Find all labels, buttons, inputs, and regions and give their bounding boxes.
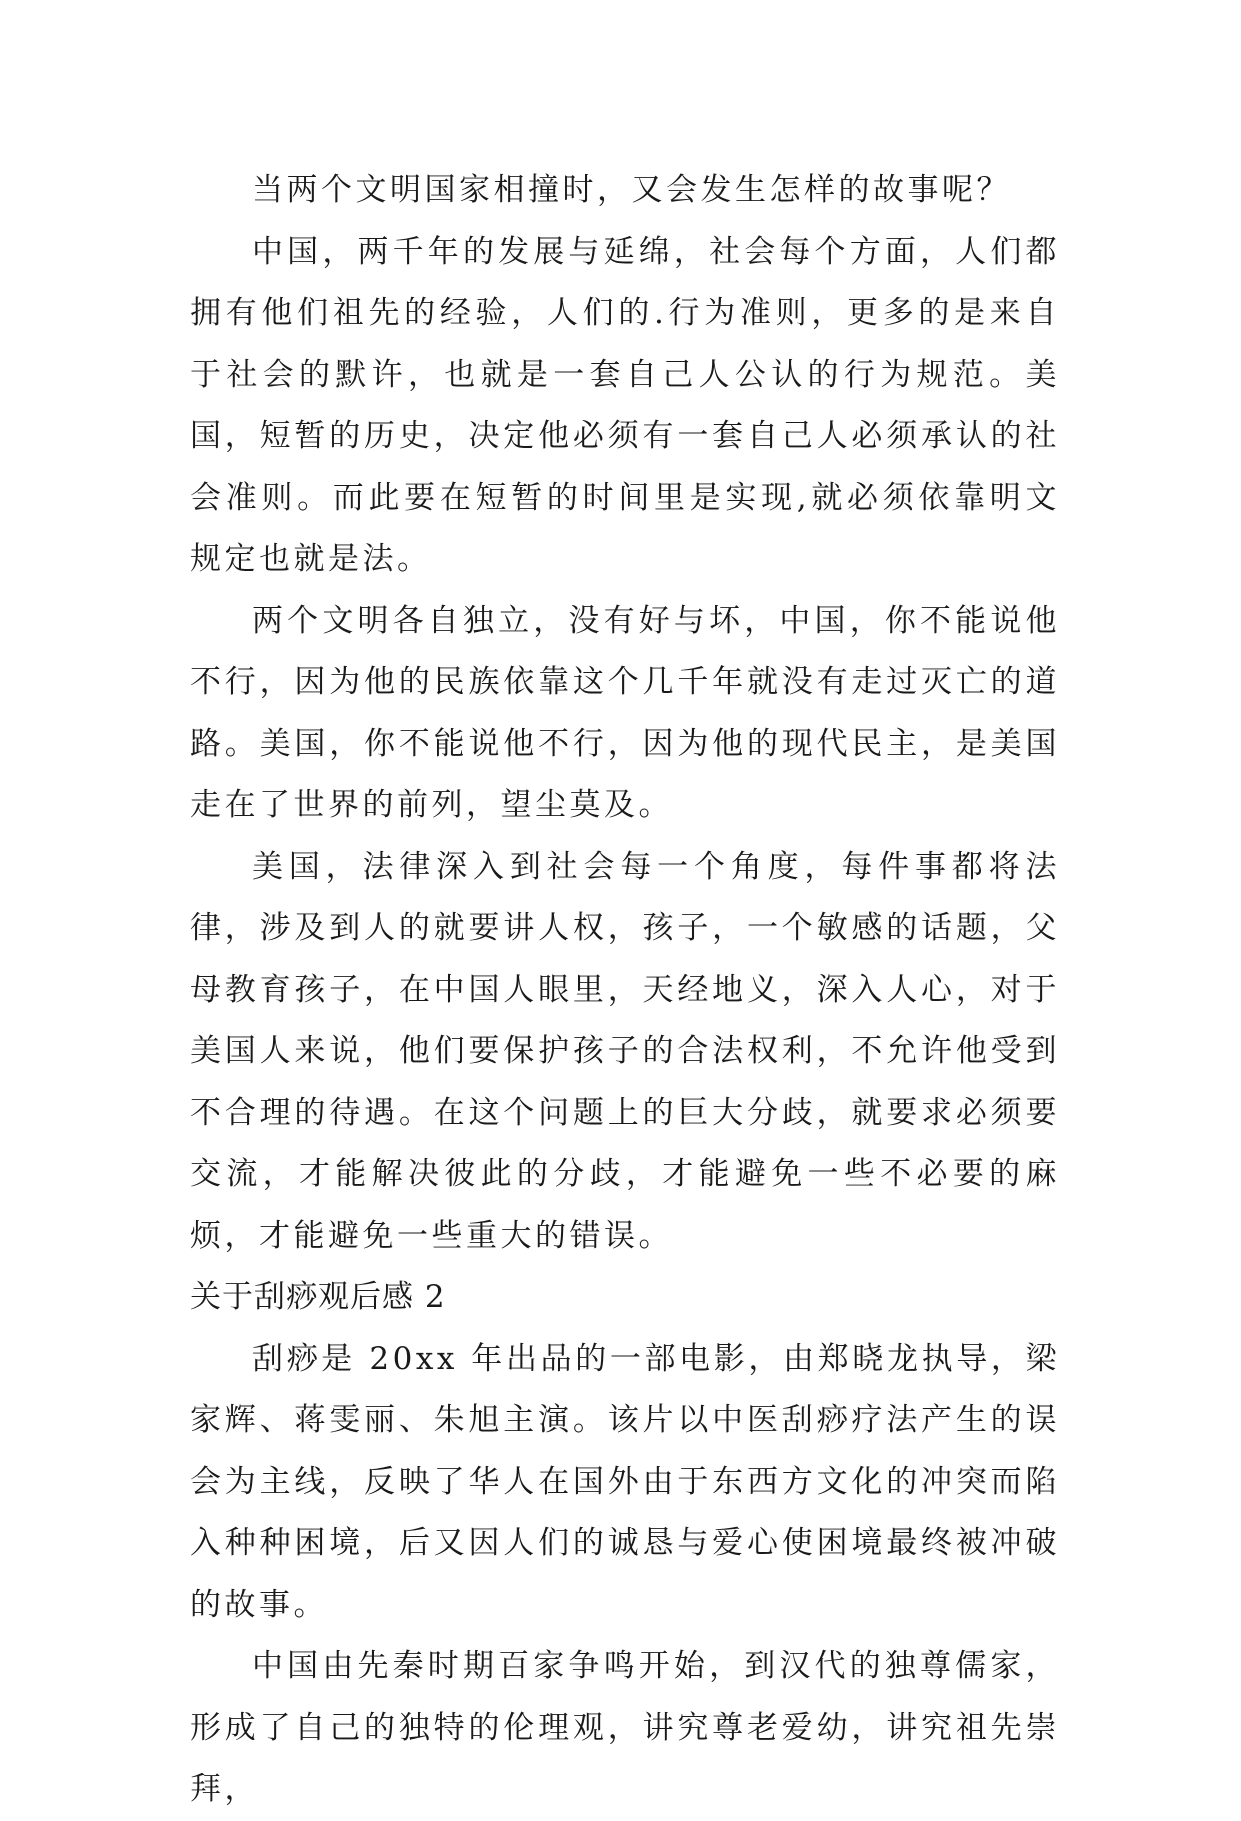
paragraph: 中国由先秦时期百家争鸣开始，到汉代的独尊儒家，形成了自己的独特的伦理观，讲究尊老爱幼，讲究祖先崇拜， — [190, 1648, 1060, 1807]
document-body — [190, 160, 1060, 1821]
paragraph: 两个文明各自独立，没有好与坏，中国，你不能说他不行，因为他的民族依靠这个几千年就没有走过灭亡的道路。美国，你不能说他不行，因为他的现代民主，是美国走在了世界的前列，望尘莫及。 — [190, 602, 1060, 823]
paragraph: 刮痧是 20xx 年出品的一部电影，由郑晓龙执导，梁家辉、蒋雯丽、朱旭主演。该片以中医刮痧疗法产生的误会为主线，反映了华人在国外由于东西方文化的冲突而陷入种种困境，后又因人们的诚恳与爱心使困境最终被冲破的故事。 — [190, 1340, 1060, 1623]
paragraph: 美国，法律深入到社会每一个角度，每件事都将法律，涉及到人的就要讲人权，孩子，一个敏感的话题，父母教育孩子，在中国人眼里，天经地义，深入人心，对于美国人来说，他们要保护孩子的合法权利，不允许他受到不合理的待遇。在这个问题上的巨大分歧，就要求必须要交流，才能解决彼此的分歧，才能避免一些不必要的麻烦，才能避免一些重大的错误。 — [190, 848, 1060, 1254]
paragraph: 当两个文明国家相撞时，又会发生怎样的故事呢？ — [252, 172, 1011, 208]
paragraph: 中国，两千年的发展与延绵，社会每个方面，人们都拥有他们祖先的经验，人们的.行为准则，更多的是来自于社会的默许，也就是一套自己人公认的行为规范。美国，短暂的历史，决定他必须有一套自己人必须承认的社会准则。而此要在短暂的时间里是实现,就必须依靠明文规定也就是法。 — [190, 233, 1060, 577]
section-heading: 关于刮痧观后感 2 — [190, 1279, 446, 1315]
